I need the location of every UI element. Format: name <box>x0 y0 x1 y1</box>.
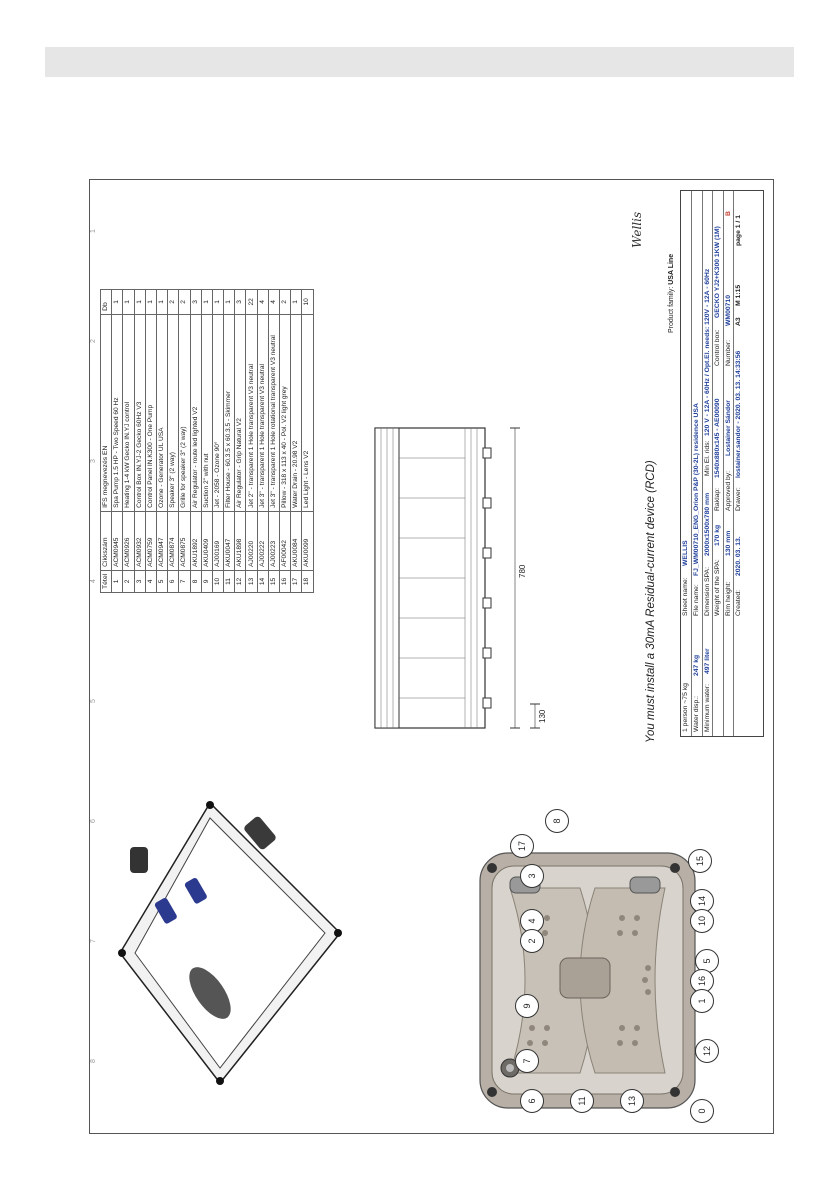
table-cell-n: 10 <box>212 570 223 592</box>
drawer-value: lostainer.sandor - 2020. 03. 13. 14:33:56 <box>735 350 742 478</box>
table-cell-qty: 3 <box>190 289 201 314</box>
table-cell-desc: Grille for speaker 3" (2 way) <box>179 314 190 511</box>
table-cell-n: 6 <box>168 570 179 592</box>
table-cell-n: 9 <box>201 570 212 592</box>
parts-table <box>100 289 314 593</box>
callout-marker: 4 <box>520 909 544 933</box>
table-row <box>291 289 302 592</box>
table-cell-desc: Led Light - Lens V2 <box>302 314 313 511</box>
callout-marker: 17 <box>510 834 534 858</box>
table-cell-code: ACM0874 <box>168 511 179 570</box>
ruler-label: 5 <box>90 699 97 703</box>
min-water-value: 497 liter <box>703 648 711 674</box>
table-cell-desc: Jet 2" - transparent 1 Hole transparent V3 neutral <box>246 314 257 511</box>
table-cell-desc: Air Regulator - route led lighted V2 <box>190 314 201 511</box>
table-cell-desc: Filter House - 60.3.5 x 60.3.5 - Skimmer <box>224 314 235 511</box>
table-row <box>156 289 167 592</box>
ruler-label: 8 <box>90 1059 97 1063</box>
table-cell-desc: Control Panel IN.K300 - One Pump <box>145 314 156 511</box>
control-box-label: Control box: <box>714 329 722 366</box>
rotated-drawing-frame <box>90 180 773 1133</box>
rim-value: 130 mm <box>724 530 732 556</box>
table-cell-qty: 1 <box>291 289 302 314</box>
page-number: page 1 / 1 <box>735 215 742 246</box>
table-cell-n: 15 <box>268 570 279 592</box>
ruler-label: 3 <box>90 459 97 463</box>
table-cell-n: 8 <box>190 570 201 592</box>
table-cell-code: AKU0047 <box>224 511 235 570</box>
header-bar <box>45 47 794 77</box>
table-cell-code: AKU0084 <box>291 511 302 570</box>
table-row <box>246 289 257 592</box>
table-cell-code: ACM0759 <box>145 511 156 570</box>
callout-marker: 15 <box>688 849 712 873</box>
scale: M 1:15 <box>735 284 742 306</box>
water-disp-value: 247 kg <box>693 654 701 676</box>
technical-drawing-sheet <box>89 179 774 1134</box>
table-cell-qty: 4 <box>257 289 268 314</box>
callout-marker: 14 <box>690 889 714 913</box>
table-row <box>168 289 179 592</box>
callout-marker: 16 <box>690 969 714 993</box>
drawer-label: Drawer: <box>735 487 742 511</box>
min-water-label: Minimum water: <box>703 684 711 732</box>
table-row <box>190 289 201 592</box>
ruler-label: 4 <box>90 579 97 583</box>
table-cell-code: AKU0409 <box>201 511 212 570</box>
table-cell-n: 13 <box>246 570 257 592</box>
water-disp-label: Water disp.: <box>693 695 701 732</box>
table-cell-code: AKU1892 <box>190 511 201 570</box>
table-cell-qty: 2 <box>179 289 190 314</box>
callout-marker: 8 <box>545 809 569 833</box>
callout-marker: 12 <box>695 1039 719 1063</box>
table-cell-n: 17 <box>291 570 302 592</box>
approved-label: Approved by: <box>724 470 732 511</box>
raklap-value: 1540x880x145 - AE00090 <box>714 398 722 478</box>
sheet-name-label: Sheet name: <box>682 577 689 616</box>
callout-marker: 5 <box>695 949 719 973</box>
table-cell-qty: 1 <box>112 289 123 314</box>
table-cell-qty: 1 <box>224 289 235 314</box>
revision: B <box>724 211 732 216</box>
table-cell-desc: Speaker 3" (2 way) <box>168 314 179 511</box>
table-cell-desc: Pillow - 318 x 113 x 40 - Pol. V2 light grey <box>280 314 291 511</box>
paper-size: A3 <box>735 317 742 326</box>
table-row <box>268 289 279 592</box>
col-header-qty: Db <box>101 289 112 314</box>
spa-isometric-view <box>100 783 360 1103</box>
table-cell-n: 2 <box>123 570 134 592</box>
callout-marker: 1 <box>690 989 714 1013</box>
table-cell-code: AKU1898 <box>235 511 246 570</box>
min-el-value: 120 V - 12A - 60Hz / Opt.El. needs: 120V - 12A - 60Hz <box>703 268 711 436</box>
spa-side-view <box>365 408 565 738</box>
table-row <box>235 289 246 592</box>
table-cell-code: AJ00222 <box>257 511 268 570</box>
rcd-notice: You must install a 30mA Residual-current device (RCD) <box>645 460 657 743</box>
callout-marker: 9 <box>515 994 539 1018</box>
table-cell-code: AKU0099 <box>302 511 313 570</box>
table-cell-n: 5 <box>156 570 167 592</box>
table-cell-n: 1 <box>112 570 123 592</box>
table-row <box>145 289 156 592</box>
table-cell-n: 4 <box>145 570 156 592</box>
table-cell-desc: Ozone - Generator UL USA <box>156 314 167 511</box>
table-cell-n: 11 <box>224 570 235 592</box>
table-cell-desc: Jet 3" - transparent 1 Hole transparent V3 neutral <box>257 314 268 511</box>
dimension-rim: 130 <box>538 709 547 723</box>
product-family-label: Product family: USA Line <box>668 253 675 333</box>
min-el-label: Min El. rids: <box>703 440 711 476</box>
col-header-code: Cikkszám <box>101 511 112 570</box>
callout-marker: 3 <box>520 864 544 888</box>
table-row <box>280 289 291 592</box>
table-row <box>134 289 145 592</box>
dimension-depth: 780 <box>518 564 527 578</box>
table-cell-n: 18 <box>302 570 313 592</box>
table-cell-desc: Spa Pump 1.5 HP - Two Speed 60 Hz <box>112 314 123 511</box>
table-cell-code: AF00042 <box>280 511 291 570</box>
table-row <box>212 289 223 592</box>
table-cell-code: ACM0932 <box>134 511 145 570</box>
rim-label: Rim height: <box>724 581 732 616</box>
table-cell-desc: Suction 2" with nut <box>201 314 212 511</box>
dimension-label: Dimension SPA: <box>703 567 711 616</box>
table-cell-qty: 1 <box>123 289 134 314</box>
callout-marker: 10 <box>690 909 714 933</box>
table-cell-code: ACM0945 <box>112 511 123 570</box>
table-cell-qty: 1 <box>201 289 212 314</box>
table-cell-code: ACM0926 <box>123 511 134 570</box>
callout-marker: 13 <box>620 1089 644 1113</box>
table-cell-qty: 1 <box>134 289 145 314</box>
callout-marker: 2 <box>520 929 544 953</box>
table-cell-n: 16 <box>280 570 291 592</box>
callout-marker: 11 <box>570 1089 594 1113</box>
col-header-item: Tétel <box>101 570 112 592</box>
callout-marker: 0 <box>690 1099 714 1123</box>
callout-marker: 6 <box>520 1089 544 1113</box>
person-info: 1 person ~75 kg <box>682 683 689 732</box>
table-cell-code: AJ00169 <box>212 511 223 570</box>
raklap-label: Raklap: <box>714 487 722 511</box>
table-cell-desc: Water Drain - 20.98 V2 <box>291 314 302 511</box>
table-row <box>257 289 268 592</box>
table-cell-qty: 3 <box>235 289 246 314</box>
file-name-label: File name: <box>693 584 701 616</box>
ruler-label: 1 <box>90 229 97 233</box>
table-cell-desc: Air Regulator - Grip Natural V2 <box>235 314 246 511</box>
table-cell-code: ACM0947 <box>156 511 167 570</box>
table-cell-qty: 2 <box>280 289 291 314</box>
spa-top-view <box>470 838 710 1128</box>
approved-value: Lostainer Sándor <box>724 400 732 456</box>
ruler-label: 6 <box>90 819 97 823</box>
table-cell-qty: 4 <box>268 289 279 314</box>
callout-marker: 7 <box>515 1049 539 1073</box>
table-cell-code: ACM0875 <box>179 511 190 570</box>
ruler-label: 7 <box>90 939 97 943</box>
sheet-name-value: WELLIS <box>682 540 689 566</box>
table-cell-qty: 10 <box>302 289 313 314</box>
table-row <box>179 289 190 592</box>
table-row <box>201 289 212 592</box>
table-cell-n: 3 <box>134 570 145 592</box>
number-value: WM00710 <box>724 295 732 326</box>
file-name-value: FJ_WM00710_ENG_Orion P&P (30-2L) residence USA <box>693 403 701 576</box>
table-cell-desc: Heating 1-4 kW Gecko IN.YJ control <box>123 314 134 511</box>
control-box-value: GECKO YJ2+K300 1KW (1M) <box>714 226 722 318</box>
table-cell-n: 14 <box>257 570 268 592</box>
table-cell-code: AJ00220 <box>246 511 257 570</box>
table-cell-desc: Jet 3" - transparent 1 Hole rotational transparent V3 neutral <box>268 314 279 511</box>
table-cell-n: 7 <box>179 570 190 592</box>
ruler-label: 2 <box>90 339 97 343</box>
table-cell-qty: 2 <box>168 289 179 314</box>
wellis-logo: Wellis <box>630 211 644 248</box>
table-cell-qty: 1 <box>212 289 223 314</box>
title-block <box>680 190 764 737</box>
table-cell-desc: Jet - 2058 - Ozone 90° <box>212 314 223 511</box>
table-cell-qty: 22 <box>246 289 257 314</box>
table-row <box>123 289 134 592</box>
col-header-description: IFS megnevezés EN <box>101 314 112 511</box>
table-row <box>302 289 313 592</box>
table-cell-qty: 1 <box>145 289 156 314</box>
weight-label: Weight of the SPA: <box>714 559 722 616</box>
parts-table-body <box>112 289 313 592</box>
table-cell-qty: 1 <box>156 289 167 314</box>
weight-value: 170 kg <box>714 524 722 546</box>
number-label: Number: <box>724 339 732 366</box>
table-cell-code: AJ00223 <box>268 511 279 570</box>
table-cell-n: 12 <box>235 570 246 592</box>
table-row <box>112 289 123 592</box>
dimension-value: 2000x1500x780 mm <box>703 492 711 556</box>
created-label: Created: <box>735 589 742 616</box>
table-cell-desc: Control Box IN.YJ-2 Gecko 60Hz V3 <box>134 314 145 511</box>
created-value: 2020. 03. 13. <box>735 536 742 576</box>
table-row <box>224 289 235 592</box>
